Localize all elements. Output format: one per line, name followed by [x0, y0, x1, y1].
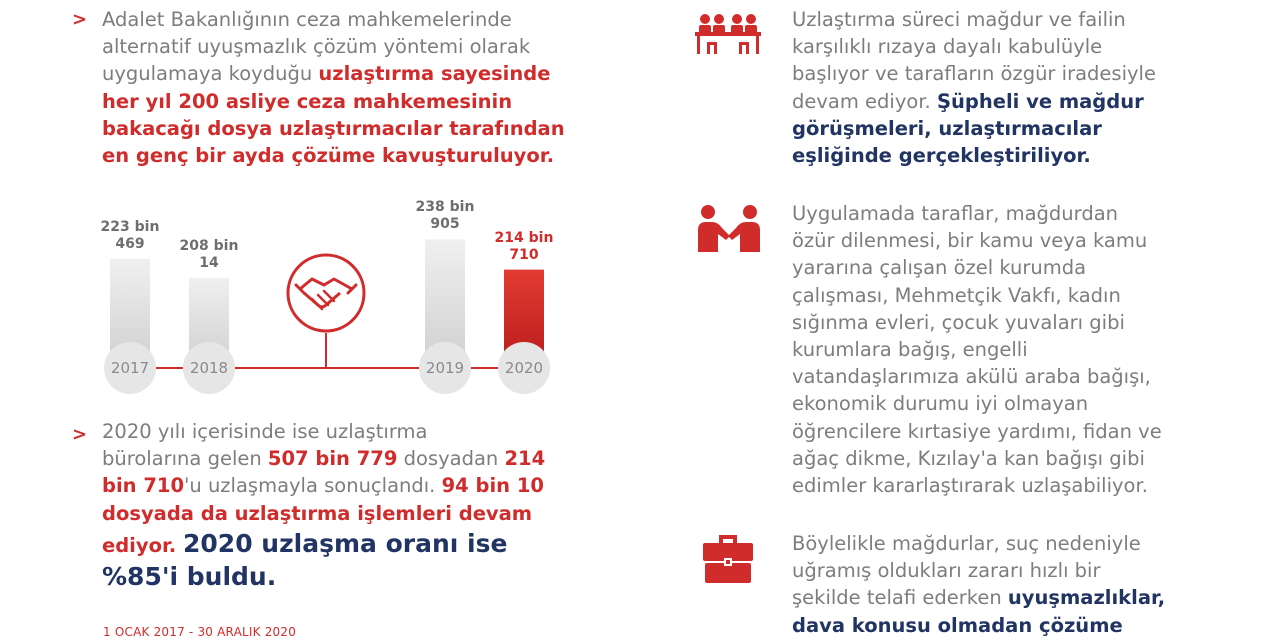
bar-value-label	[164, 238, 254, 272]
meeting-people-icon	[693, 12, 763, 60]
outcome-paragraph	[792, 530, 1242, 639]
bar-value-text: 710	[509, 246, 539, 263]
bar-value-label	[85, 219, 175, 253]
rate-headline: 2020 uzlaşma oranı ise	[183, 528, 508, 558]
two-people-handshake-icon	[694, 204, 764, 258]
bullet-arrow-icon: >	[72, 424, 88, 445]
outcome-highlight: dava konusu olmadan çözüme	[792, 613, 1123, 637]
application-line: Uygulamada taraflar, mağdurdan	[792, 202, 1119, 225]
yearly-settlement-chart	[0, 0, 640, 420]
result-highlight: 214	[504, 447, 546, 471]
process-highlight: Şüpheli ve mağdur	[936, 89, 1144, 113]
process-highlight: eşliğinde gerçekleştiriliyor.	[792, 144, 1091, 168]
intro-highlight: her yıl 200 asliye ceza mahkemesinin	[102, 89, 513, 113]
application-line: yararına çalışan özel kurumda	[792, 256, 1087, 280]
result-paragraph	[102, 418, 602, 593]
intro-highlight: en genç bir ayda çözüme kavuşturuluyor.	[102, 144, 555, 168]
process-highlight: görüşmeleri, uzlaştırmacılar	[792, 116, 1102, 140]
result-text: 'u uzlaşmayla sonuçlandı.	[184, 474, 442, 498]
application-line: kurumlara bağış, engelli	[792, 338, 1028, 362]
application-line: vatandaşlarımıza akülü araba bağışı,	[792, 365, 1151, 389]
bar-value-text: 469	[115, 235, 145, 252]
rate-headline: %85'i buldu.	[102, 561, 277, 591]
outcome-line: Böylelikle mağdurlar, suç nedeniyle	[792, 532, 1141, 555]
process-paragraph	[792, 6, 1232, 169]
year-label-2017: 2017	[104, 342, 156, 394]
bar-value-text: 905	[430, 216, 460, 233]
process-line: Uzlaştırma süreci mağdur ve failin	[792, 8, 1126, 31]
result-highlight: 507 bin 779	[267, 447, 398, 471]
application-line: çalışması, Mehmetçik Vakfı, kadın	[792, 283, 1121, 307]
bar-value-text: 223 bin	[100, 218, 160, 235]
outcome-highlight: uyuşmazlıklar,	[1007, 586, 1166, 610]
intro-highlight: uzlaştırma sayesinde	[318, 62, 551, 86]
result-text: bürolarına gelen	[102, 447, 268, 471]
bar-value-text: 14	[199, 254, 219, 271]
briefcase-icon	[701, 531, 755, 589]
outcome-line: uğramış oldukları zararı hızlı bir	[792, 559, 1101, 583]
bar-value-label	[479, 230, 569, 264]
result-highlight: 94 bin 10	[441, 474, 544, 498]
result-text: dosyadan	[397, 447, 505, 471]
process-line: devam ediyor.	[792, 89, 937, 113]
application-line: ekonomik durumu iyi olmayan	[792, 392, 1089, 416]
year-label-2018: 2018	[183, 342, 235, 394]
application-line: sığınma evleri, çocuk yuvaları gibi	[792, 310, 1125, 334]
outcome-line: şekilde telafi ederken	[792, 586, 1008, 610]
application-line: öğrencilere kırtasiye yardımı, fidan ve	[792, 419, 1162, 443]
bullet-arrow-icon: >	[72, 9, 88, 30]
bar-value-text: 208 bin	[179, 237, 239, 254]
result-highlight: ediyor.	[102, 533, 184, 557]
bar-value-text: 238 bin	[415, 199, 475, 216]
result-highlight: dosyada da uzlaştırma işlemleri devam	[102, 501, 533, 525]
intro-highlight: bakacağı dosya uzlaştırmacılar tarafından	[102, 116, 565, 140]
result-highlight: bin 710	[102, 474, 185, 498]
bar-value-text: 214 bin	[494, 229, 554, 246]
date-range-note: 1 OCAK 2017 - 30 ARALIK 2020	[103, 625, 297, 639]
application-line: özür dilenmesi, bir kamu veya kamu	[792, 229, 1148, 253]
application-line: edimler kararlaştırarak uzlaşabiliyor.	[792, 474, 1148, 498]
intro-line: uygulamaya koyduğu	[102, 62, 319, 86]
handshake-icon	[288, 255, 364, 331]
year-label-2019: 2019	[419, 342, 471, 394]
process-line: karşılıklı rızaya dayalı kabulüyle	[792, 35, 1103, 59]
process-line: başlıyor ve tarafların özgür iradesiyle	[792, 62, 1156, 86]
intro-line: Adalet Bakanlığının ceza mahkemelerinde	[102, 8, 512, 31]
application-line: ağaç dikme, Kızılay'a kan bağışı gibi	[792, 446, 1145, 470]
application-paragraph	[792, 200, 1242, 499]
intro-line: alternatif uyuşmazlık çözüm yöntemi olarak	[102, 35, 531, 59]
result-line: 2020 yılı içerisinde ise uzlaştırma	[102, 420, 428, 443]
bar-value-label	[400, 199, 490, 233]
year-label-2020: 2020	[498, 342, 550, 394]
